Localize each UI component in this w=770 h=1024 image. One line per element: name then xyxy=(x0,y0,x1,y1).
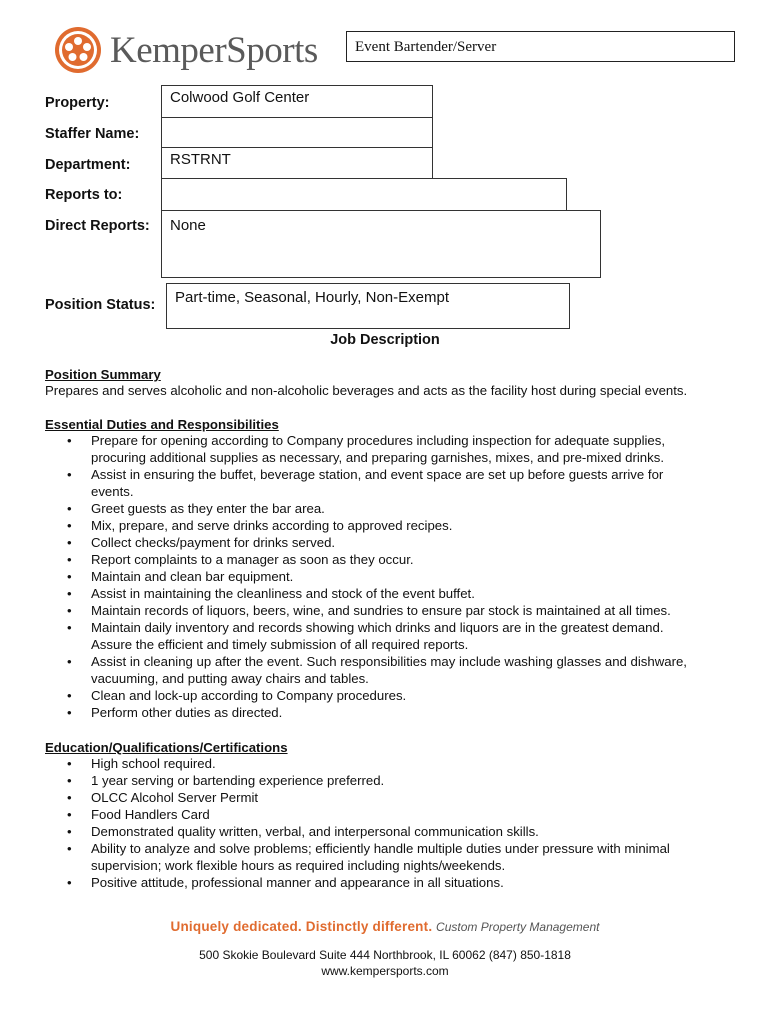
list-item-line: Positive attitude, professional manner and appearance in all situations. xyxy=(91,875,504,890)
tagline-sub: Custom Property Management xyxy=(436,920,600,934)
list-item xyxy=(45,755,745,772)
bullet-dot-icon: • xyxy=(67,688,72,703)
position-summary-section xyxy=(45,367,735,399)
education-heading: Education/Qualifications/Certifications xyxy=(45,740,288,755)
list-item xyxy=(45,619,745,653)
bullet-dot-icon: • xyxy=(67,773,72,788)
bullet-dot-icon: • xyxy=(67,433,72,448)
job-description-heading: Job Description xyxy=(330,332,440,348)
property-field[interactable]: Colwood Golf Center xyxy=(161,85,433,118)
reports-to-label: Reports to: xyxy=(45,187,123,203)
bullet-dot-icon: • xyxy=(67,535,72,550)
staffer-name-field[interactable] xyxy=(161,117,433,148)
list-item xyxy=(45,840,745,874)
list-item-line: Mix, prepare, and serve drinks according to approved recipes. xyxy=(91,518,453,533)
list-item xyxy=(45,500,745,517)
list-item-line: supervision; work flexible hours as required including nights/weekends. xyxy=(91,858,506,873)
position-status-field[interactable]: Part-time, Seasonal, Hourly, Non-Exempt xyxy=(166,283,570,329)
footer-website[interactable]: www.kempersports.com xyxy=(321,964,449,978)
list-item-line: Maintain and clean bar equipment. xyxy=(91,569,294,584)
bullet-dot-icon: • xyxy=(67,603,72,618)
list-item-line: vacuuming, and putting away chairs and tables. xyxy=(91,671,369,686)
footer-address-block xyxy=(0,947,770,979)
bullet-dot-icon: • xyxy=(67,501,72,516)
department-label: Department: xyxy=(45,157,131,173)
bullet-dot-icon: • xyxy=(67,841,72,856)
department-field[interactable]: RSTRNT xyxy=(161,147,433,179)
list-item xyxy=(45,823,745,840)
list-item-line: Report complaints to a manager as soon as they occur. xyxy=(91,552,414,567)
list-item-line: Greet guests as they enter the bar area. xyxy=(91,501,325,516)
bullet-dot-icon: • xyxy=(67,569,72,584)
list-item-line: Prepare for opening according to Company procedures including inspection for adequate supplies, xyxy=(91,433,666,448)
property-label: Property: xyxy=(45,95,110,111)
list-item xyxy=(45,517,745,534)
duties-section xyxy=(45,417,745,721)
list-item-line: Assist in cleaning up after the event. Such responsibilities may include washing glasses and dishware, xyxy=(91,654,687,669)
tagline-main: Uniquely dedicated. Distinctly different. xyxy=(170,919,433,934)
list-item xyxy=(45,772,745,789)
list-item xyxy=(45,653,745,687)
list-item xyxy=(45,551,745,568)
list-item-line: OLCC Alcohol Server Permit xyxy=(91,790,259,805)
list-item-line: Assist in maintaining the cleanliness and stock of the event buffet. xyxy=(91,586,475,601)
bullet-dot-icon: • xyxy=(67,518,72,533)
education-list xyxy=(45,755,745,891)
list-item-line: Clean and lock-up according to Company procedures. xyxy=(91,688,407,703)
list-item xyxy=(45,432,745,466)
kempersports-logo-icon xyxy=(53,25,103,75)
list-item-line: procuring additional supplies as necessary, and preparing garnishes, mixes, and pre-mixed drinks. xyxy=(91,450,664,465)
bullet-dot-icon: • xyxy=(67,875,72,890)
bullet-dot-icon: • xyxy=(67,552,72,567)
direct-reports-label: Direct Reports: xyxy=(45,218,150,234)
job-title-box: Event Bartender/Server xyxy=(346,31,735,62)
list-item xyxy=(45,704,745,721)
position-summary-text: Prepares and serves alcoholic and non-alcoholic beverages and acts as the facility host during special events. xyxy=(45,383,688,398)
list-item xyxy=(45,534,745,551)
bullet-dot-icon: • xyxy=(67,790,72,805)
list-item-line: Food Handlers Card xyxy=(91,807,210,822)
list-item-line: Demonstrated quality written, verbal, and interpersonal communication skills. xyxy=(91,824,539,839)
list-item-line: High school required. xyxy=(91,756,216,771)
duties-list xyxy=(45,432,745,721)
list-item xyxy=(45,806,745,823)
list-item-line: Perform other duties as directed. xyxy=(91,705,283,720)
list-item-line: events. xyxy=(91,484,134,499)
list-item xyxy=(45,687,745,704)
position-summary-heading: Position Summary xyxy=(45,367,161,382)
footer-tagline xyxy=(0,919,770,934)
bullet-dot-icon: • xyxy=(67,807,72,822)
list-item-line: Ability to analyze and solve problems; efficiently handle multiple duties under pressure with minimal xyxy=(91,841,670,856)
reports-to-field[interactable] xyxy=(161,178,567,211)
staffer-name-label: Staffer Name: xyxy=(45,126,140,142)
bullet-dot-icon: • xyxy=(67,824,72,839)
list-item-line: Maintain records of liquors, beers, wine, and sundries to ensure par stock is maintained at all times. xyxy=(91,603,671,618)
bullet-dot-icon: • xyxy=(67,467,72,482)
list-item-line: Maintain daily inventory and records showing which drinks and liquors are in the greatest demand. xyxy=(91,620,664,635)
list-item xyxy=(45,585,745,602)
education-section xyxy=(45,740,745,891)
list-item xyxy=(45,874,745,891)
list-item-line: 1 year serving or bartending experience preferred. xyxy=(91,773,385,788)
bullet-dot-icon: • xyxy=(67,756,72,771)
direct-reports-field[interactable]: None xyxy=(161,210,601,278)
list-item-line: Collect checks/payment for drinks served. xyxy=(91,535,336,550)
bullet-dot-icon: • xyxy=(67,705,72,720)
bullet-dot-icon: • xyxy=(67,620,72,635)
list-item xyxy=(45,602,745,619)
bullet-dot-icon: • xyxy=(67,654,72,669)
list-item xyxy=(45,466,745,500)
duties-heading: Essential Duties and Responsibilities xyxy=(45,417,279,432)
list-item xyxy=(45,568,745,585)
company-logo-text: KemperSports xyxy=(110,30,318,71)
list-item xyxy=(45,789,745,806)
position-status-label: Position Status: xyxy=(45,297,156,313)
footer-address: 500 Skokie Boulevard Suite 444 Northbrook, IL 60062 (847) 850-1818 xyxy=(199,948,571,962)
list-item-line: Assist in ensuring the buffet, beverage station, and event space are set up before guests arrive for xyxy=(91,467,664,482)
bullet-dot-icon: • xyxy=(67,586,72,601)
list-item-line: Assure the efficient and timely submission of all required reports. xyxy=(91,637,469,652)
